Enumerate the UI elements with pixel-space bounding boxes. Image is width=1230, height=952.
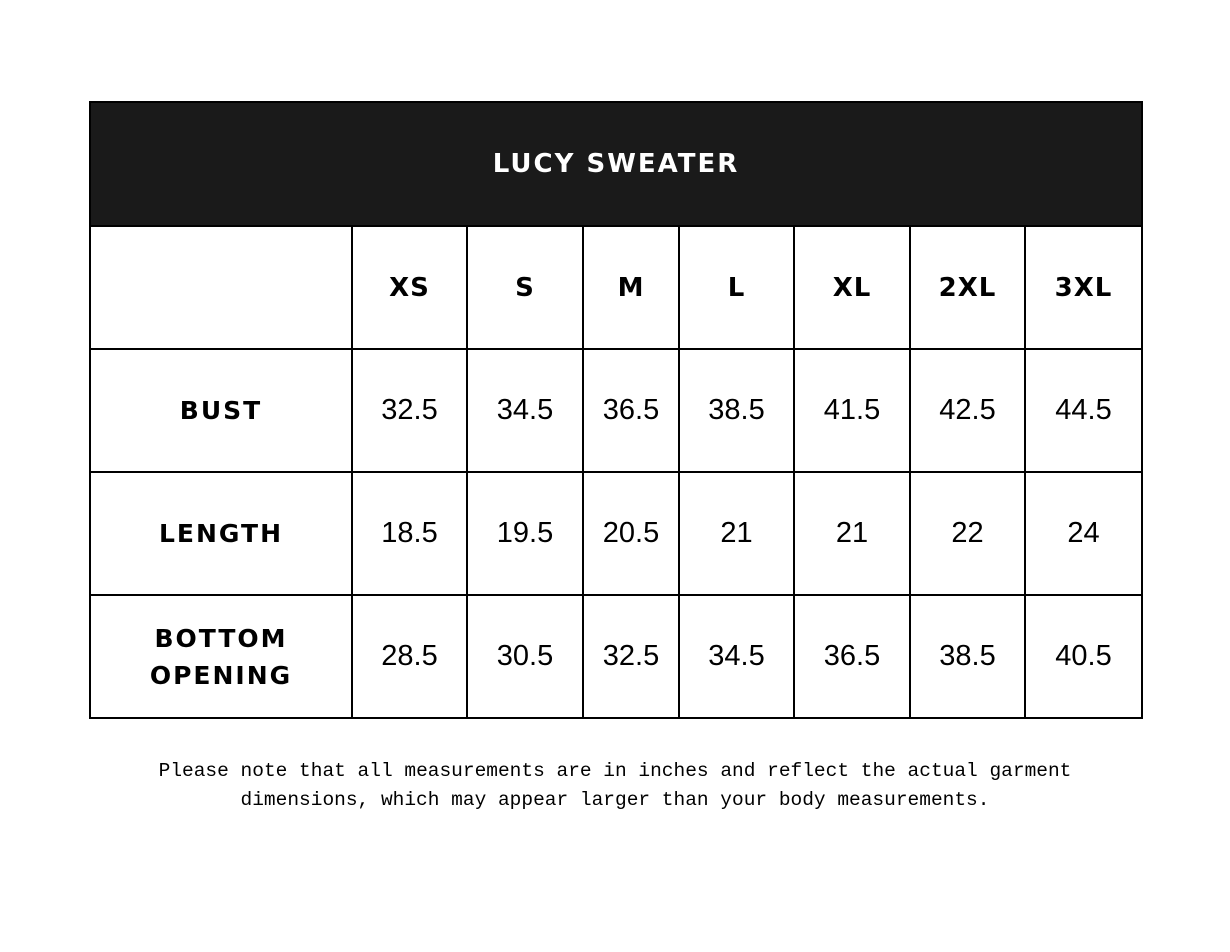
measurement-cell: 41.5 <box>794 349 910 472</box>
chart-title: LUCY SWEATER <box>90 102 1142 226</box>
size-header: XS <box>352 226 467 349</box>
measurement-cell: 42.5 <box>910 349 1025 472</box>
measurement-row-bust <box>90 349 1142 472</box>
measurement-cell: 38.5 <box>910 595 1025 718</box>
size-header: 3XL <box>1025 226 1142 349</box>
size-chart-table <box>89 101 1143 719</box>
title-row <box>90 102 1142 226</box>
row-label-line: BOTTOM <box>154 623 288 653</box>
measurement-cell: 30.5 <box>467 595 583 718</box>
measurement-cell: 19.5 <box>467 472 583 595</box>
measurement-cell: 38.5 <box>679 349 794 472</box>
measurement-cell: 32.5 <box>352 349 467 472</box>
measurement-cell: 36.5 <box>794 595 910 718</box>
measurement-note <box>89 757 1141 815</box>
row-label-line: LENGTH <box>159 519 283 548</box>
size-header: S <box>467 226 583 349</box>
corner-cell <box>90 226 352 349</box>
measurement-cell: 22 <box>910 472 1025 595</box>
row-label-bottom-opening <box>90 595 352 718</box>
note-line: dimensions, which may appear larger than your body measurements. <box>240 789 990 811</box>
row-label-line: OPENING <box>149 660 293 690</box>
measurement-cell: 34.5 <box>467 349 583 472</box>
size-header: 2XL <box>910 226 1025 349</box>
measurement-row-bottom-opening <box>90 595 1142 718</box>
size-header: L <box>679 226 794 349</box>
measurement-row-length <box>90 472 1142 595</box>
size-header-row <box>90 226 1142 349</box>
size-header: M <box>583 226 679 349</box>
measurement-cell: 20.5 <box>583 472 679 595</box>
measurement-cell: 40.5 <box>1025 595 1142 718</box>
row-label-bust <box>90 349 352 472</box>
size-header: XL <box>794 226 910 349</box>
measurement-cell: 34.5 <box>679 595 794 718</box>
measurement-cell: 32.5 <box>583 595 679 718</box>
note-line: Please note that all measurements are in inches and reflect the actual garment <box>158 760 1072 782</box>
row-label-length <box>90 472 352 595</box>
measurement-cell: 44.5 <box>1025 349 1142 472</box>
measurement-cell: 36.5 <box>583 349 679 472</box>
measurement-cell: 28.5 <box>352 595 467 718</box>
row-label-line: BUST <box>179 396 263 425</box>
measurement-cell: 21 <box>794 472 910 595</box>
measurement-cell: 18.5 <box>352 472 467 595</box>
measurement-cell: 24 <box>1025 472 1142 595</box>
measurement-cell: 21 <box>679 472 794 595</box>
